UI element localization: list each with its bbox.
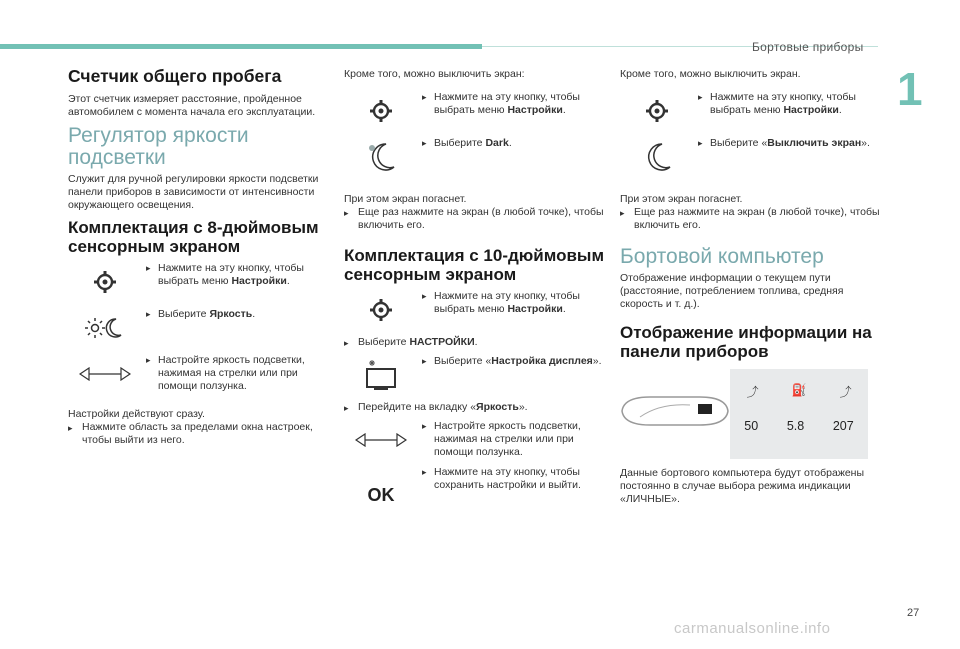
heading-10inch: Комплектация с 10-дюймовым сенсорным экраном bbox=[344, 246, 605, 284]
step-dark: ▸ Выберите Dark. bbox=[344, 137, 606, 177]
step-settings: ▸ Нажмите на эту кнопку, чтобы выбрать меню Настройки. bbox=[344, 91, 606, 131]
arrow-bullet-icon: ▸ bbox=[344, 403, 349, 413]
arrow-bullet-icon: ▸ bbox=[344, 338, 349, 348]
page-number: 27 bbox=[907, 607, 920, 619]
header-bar bbox=[0, 44, 482, 49]
gear-icon bbox=[344, 290, 418, 330]
watermark: carmanualsonline.info bbox=[674, 620, 831, 637]
ok-button[interactable]: OK bbox=[367, 485, 395, 505]
arrow-bullet-icon: ▸ bbox=[146, 309, 151, 319]
column-right: Кроме того, можно выключить экран. ▸ Нажмите на эту кнопку, чтобы выбрать меню Настройки. ▸ Выберите «Выключить экран». При этом экран погаснет. ▸ Еще раз нажмите на экран (в любой точке), чтобы включить его. Бортовой компьютер Отображение информации о текущем пути (расстояние, потреблением топлива, средняя скорость и т. д.). Отображение информации на панели приборов ⤴ ⛽ ⤴ 50 5.8 207 Данные бортового компьютера будут отображены постоянно в случае выбора режима индикации «ЛИЧНЫЕ». bbox=[620, 68, 882, 512]
fuel-consumption-value: 5.8 bbox=[786, 419, 805, 433]
range-value: 207 bbox=[832, 419, 854, 433]
step-slider: ▸ Настройте яркость подсветки, нажимая на стрелки или при помощи ползунка. bbox=[68, 354, 330, 394]
step-settings: ▸ Нажмите на эту кнопку, чтобы выбрать меню Настройки. bbox=[68, 262, 330, 302]
arrow-bullet-icon: ▸ bbox=[146, 355, 151, 365]
instrument-cluster-icon bbox=[620, 391, 730, 431]
heading-trip-computer: Бортовой компьютер bbox=[620, 245, 824, 268]
arrow-bullet-icon: ▸ bbox=[698, 92, 703, 102]
arrow-bullet-icon: ▸ bbox=[422, 356, 427, 366]
settings-note: Настройки действуют сразу. bbox=[68, 408, 205, 420]
arrow-bullet-icon: ▸ bbox=[146, 263, 151, 273]
step-brightness: ▸ Выберите Яркость. bbox=[68, 308, 330, 348]
trip-info-panel bbox=[730, 369, 868, 459]
chapter-number: 1 bbox=[897, 63, 923, 115]
arrow-bullet-icon: ▸ bbox=[422, 138, 427, 148]
arrow-bullet-icon: ▸ bbox=[422, 421, 427, 431]
step-settings: ▸ Нажмите на эту кнопку, чтобы выбрать меню Настройки. bbox=[620, 91, 882, 131]
arrow-bullet-icon: ▸ bbox=[68, 423, 73, 433]
column-middle: Кроме того, можно выключить экран: ▸ Нажмите на эту кнопку, чтобы выбрать меню Настройки. ▸ Выберите Dark. При этом экран погаснет. ▸ Еще раз нажмите на экран (в любой точке), чтобы включить его. Комплектация с 10-дюймовым сенсорным экраном ▸ Нажмите на эту кнопку, чтобы выбрать меню Настройки. ▸ Выберите НАСТРОЙКИ. ▸ Выберите «Настройка дисплея». ▸ Перейдите на вкладку «Яркость». ▸ Настройте яркость подсветки, нажимая на стрелки или при помощи ползунка. OK ▸ Нажмите на эту кнопку, чтобы сохранить настройки и выйти. bbox=[344, 68, 605, 505]
brightness-text: Служит для ручной регулировки яркости подсветки панели приборов в зависимости от интенсивности окружающего освещения. bbox=[68, 173, 319, 211]
display-icon bbox=[344, 355, 418, 395]
step-text: Нажмите на эту кнопку, чтобы выбрать меню bbox=[158, 262, 304, 287]
moon-icon bbox=[344, 137, 418, 177]
route-icon: ⤴ bbox=[746, 385, 759, 399]
step-display: ▸ Выберите «Настройка дисплея». bbox=[344, 355, 606, 395]
dashboard-illustration bbox=[620, 369, 868, 461]
trip-distance-value: 50 bbox=[744, 419, 759, 433]
step-slider: ▸ Настройте яркость подсветки, нажимая на стрелки или при помощи ползунка. bbox=[344, 420, 606, 460]
arrow-bullet-icon: ▸ bbox=[344, 208, 349, 218]
fuel-icon: ⛽ bbox=[791, 383, 807, 397]
heading-brightness: Регулятор яркости подсветки bbox=[68, 124, 249, 169]
arrow-bullet-icon: ▸ bbox=[422, 92, 427, 102]
step-ok: OK ▸ Нажмите на эту кнопку, чтобы сохранить настройки и выйти. bbox=[344, 466, 606, 506]
section-title: Бортовые приборы bbox=[752, 40, 864, 54]
arrow-bullet-icon: ▸ bbox=[620, 208, 625, 218]
gear-icon bbox=[68, 262, 142, 302]
step-settings: ▸ Нажмите на эту кнопку, чтобы выбрать меню Настройки. bbox=[344, 290, 606, 330]
heading-instrument-display: Отображение информации на панели приборов bbox=[620, 323, 872, 361]
heading-odometer: Счетчик общего пробега bbox=[68, 66, 282, 86]
gear-icon bbox=[344, 91, 418, 131]
column-left: Счетчик общего пробега Этот счетчик измеряет расстояние, пройденное автомобилем с момента начала его эксплуатации. Регулятор яркости подсветки Служит для ручной регулировки яркости подсветки панели приборов в зависимости от интенсивности окружающего освещения. Комплектация с 8-дюймовым сенсорным экраном ▸ Нажмите на эту кнопку, чтобы выбрать меню Настройки. ▸ Выберите Яркость. ▸ Настройте яркость подсветки, нажимая на стрелки или при помощи ползунка. Настройки действуют сразу. ▸ Нажмите область за пределами окна настроек, чтобы выйти из него. bbox=[68, 60, 330, 453]
slider-arrows-icon bbox=[344, 420, 418, 460]
step-screen-off: ▸ Выберите «Выключить экран». bbox=[620, 137, 882, 177]
moon-icon bbox=[620, 137, 694, 177]
arrow-bullet-icon: ▸ bbox=[422, 467, 427, 477]
arrow-bullet-icon: ▸ bbox=[698, 138, 703, 148]
gear-icon bbox=[620, 91, 694, 131]
arrow-bullet-icon: ▸ bbox=[422, 291, 427, 301]
odometer-text: Этот счетчик измеряет расстояние, пройденное автомобилем с момента начала его эксплуатации. bbox=[68, 93, 316, 118]
step-emph: Настройки bbox=[231, 275, 287, 287]
sun-moon-icon bbox=[68, 308, 142, 348]
heading-8inch: Комплектация с 8-дюймовым сенсорным экраном bbox=[68, 218, 319, 256]
route-distance-icon: ⤴ bbox=[839, 385, 852, 399]
slider-arrows-icon bbox=[68, 354, 142, 394]
